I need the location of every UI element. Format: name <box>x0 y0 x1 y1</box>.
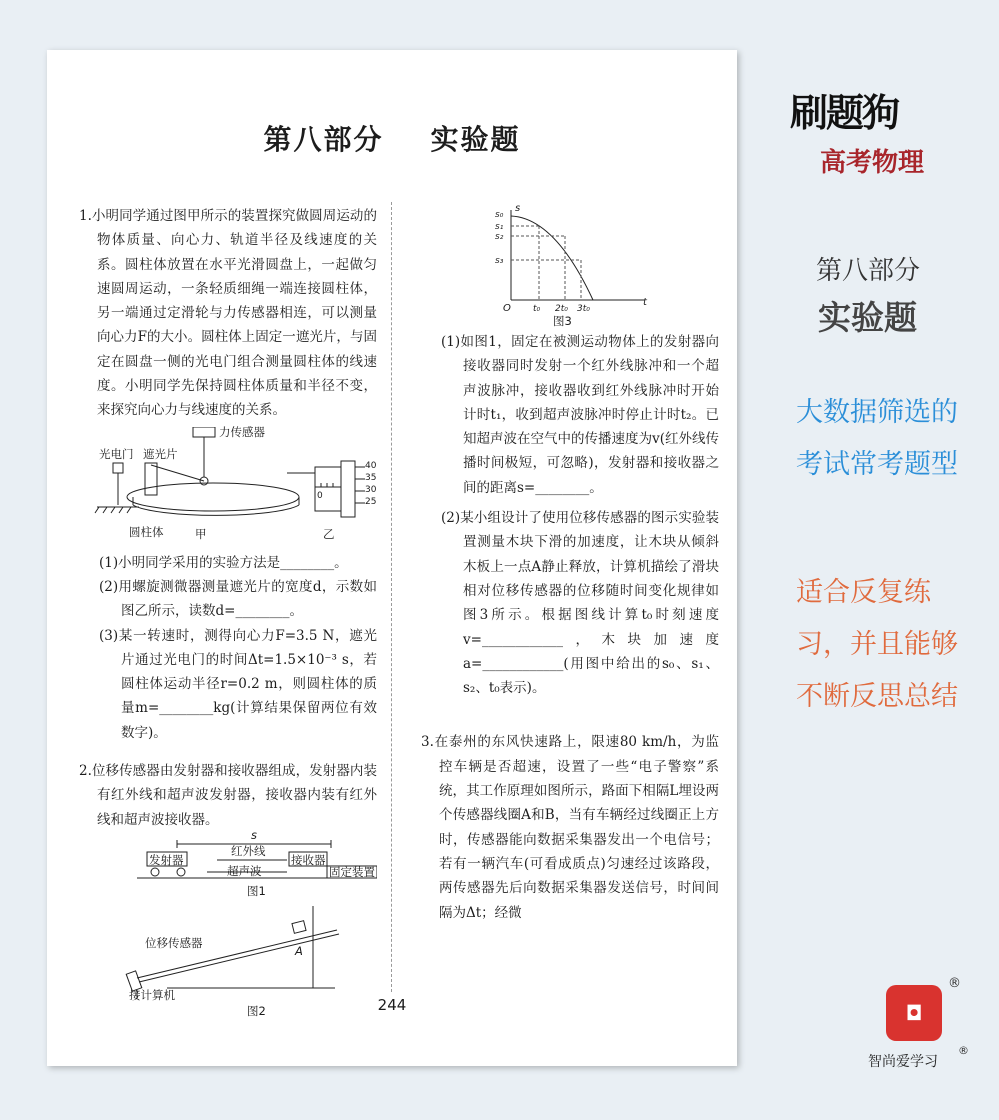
fig3-3t0: 3t₀ <box>577 304 590 314</box>
publisher-logo-icon <box>886 985 942 1041</box>
column-divider <box>391 202 392 992</box>
fig3-s1: s₁ <box>495 222 504 232</box>
left-column <box>77 204 377 1016</box>
logo-glyph-icon: ◘ <box>905 1001 923 1025</box>
scale-30: 30 <box>365 484 377 495</box>
q1-sub2: (2)用螺旋测微器测量遮光片的宽度d，示数如图乙所示，读数d=________。 <box>99 578 377 620</box>
scale-zero: 0 <box>317 490 323 501</box>
label-photogate: 光电门 <box>99 446 134 461</box>
registered-mark-1: ® <box>948 976 961 991</box>
q2-sub2: (2)某小组设计了使用位移传感器的图示实验装置测量木块下滑的加速度，让木块从倾斜木板上一点A静止释放，计算机描绘了滑块相对位移传感器的位移随时间变化规律如图3所示。根据图线计算t₀时刻速度v=____________，木块加速度a=____________(用图中给出的s₀、s₁、s₂、t₀表示)。 <box>441 510 719 697</box>
q3-stem: 3.在泰州的东风快速路上，限速80 km/h，为监控车辆是否超速，设置了一些“电子警察”系统，其工作原理如图所示，路面下相隔L埋设两个传感器线圈A和B，当有车辆经过线圈正上方时，传感器能向数据采集器发出一个电信号；若有一辆汽车(可看成质点)匀速经过该路段，两传感器先后向数据采集器发送信号，时间间隔为Δt；经微 <box>421 734 719 921</box>
section-title: 实验题 <box>818 298 917 337</box>
fig3-caption: 图3 <box>553 314 572 328</box>
section-part: 第八部分 <box>816 256 921 286</box>
right-column <box>419 330 719 925</box>
label-cylinder: 圆柱体 <box>129 524 164 539</box>
brand-subtitle: 高考物理 <box>820 148 925 178</box>
fig1-caption: 图1 <box>247 883 266 898</box>
fig2-caption: 图2 <box>247 1003 266 1018</box>
q2-fig3 <box>495 203 655 330</box>
q1-figure <box>77 424 377 547</box>
document-page <box>47 50 737 1066</box>
q1-sub3: (3)某一转速时，测得向心力F=3.5 N，遮光片通过光电门的时间Δt=1.5×10⁻³ s，若圆柱体运动半径r=0.2 m，则圆柱体的质量m=________kg(计算结果保留两位有效数字)。 <box>99 627 377 741</box>
fig1-s: s <box>251 827 257 842</box>
fig3-t: t <box>643 297 647 308</box>
fig1-fixed: 固定装置 <box>329 864 375 879</box>
registered-mark-2: ® <box>958 1044 969 1057</box>
label-force-sensor: 力传感器 <box>219 424 265 439</box>
fig3-s3: s₃ <box>495 256 504 266</box>
page-title: 第八部分 实验题 <box>263 123 521 156</box>
fig3-2t0: 2t₀ <box>555 304 568 314</box>
feature-text-blue: 大数据筛选的考试常考题型 <box>796 397 958 480</box>
q1-sub1: (1)小明同学采用的实验方法是________。 <box>99 554 348 571</box>
q2-fig1 <box>77 827 377 900</box>
fig2-computer: 接计算机 <box>129 987 175 1002</box>
q2-sub1: (1)如图1，固定在被测运动物体上的发射器向接收器同时发射一个红外线脉冲和一个超声波脉冲，接收器收到红外线脉冲时开始计时t₁，收到超声波脉冲时停止计时t₂。已知超声波在空气中的传播速度为v(红外线传播时间极短，可忽略)，发射器和接收器之间的距离s=________。 <box>441 334 719 496</box>
scale-25: 25 <box>365 496 377 507</box>
q2-stem: 2.位移传感器由发射器和接收器组成，发射器内装有红外线和超声波发射器，接收器内装有红外线和超声波接收器。 <box>79 763 377 828</box>
publisher-name: 智尚爱学习 <box>868 1054 938 1070</box>
fig2-a: A <box>295 943 303 958</box>
promo-sidebar <box>740 0 999 1120</box>
fig1-emitter: 发射器 <box>149 852 184 867</box>
fig3-s0: s₀ <box>495 210 504 220</box>
fig3-s2: s₂ <box>495 232 504 242</box>
brand-logo-text: 刷题狗 <box>790 91 899 135</box>
label-yi: 乙 <box>323 526 335 541</box>
scale-40: 40 <box>365 460 377 471</box>
fig1-ultrasonic: 超声波 <box>227 863 262 878</box>
fig3-origin: O <box>503 303 511 314</box>
fig2-sensor: 位移传感器 <box>145 935 203 950</box>
label-jia: 甲 <box>195 526 207 541</box>
q2-fig3-graph <box>495 208 655 330</box>
page-number: 244 <box>377 996 407 1014</box>
fig1-infrared: 红外线 <box>231 843 266 858</box>
label-shade: 遮光片 <box>143 446 178 461</box>
scale-35: 35 <box>365 472 377 483</box>
fig3-s: s <box>515 203 521 214</box>
q1-stem: 1.小明同学通过图甲所示的装置探究做圆周运动的物体质量、向心力、轨道半径及线速度的关系。圆柱体放置在水平光滑圆盘上，一起做匀速圆周运动，一条轻质细绳一端连接圆柱体，另一端通过定滑轮与力传感器相连，可以测量向心力F的大小。圆柱体上固定一遮光片，与固定在圆盘一侧的光电门组合测量圆柱体的线速度。小明同学先保持圆柱体质量和半径不变，来探究向心力与线速度的关系。 <box>79 208 377 419</box>
fig1-receiver: 接收器 <box>291 852 326 867</box>
fig3-t0: t₀ <box>533 304 541 314</box>
feature-text-orange: 适合反复练习，并且能够不断反思总结 <box>796 577 958 712</box>
